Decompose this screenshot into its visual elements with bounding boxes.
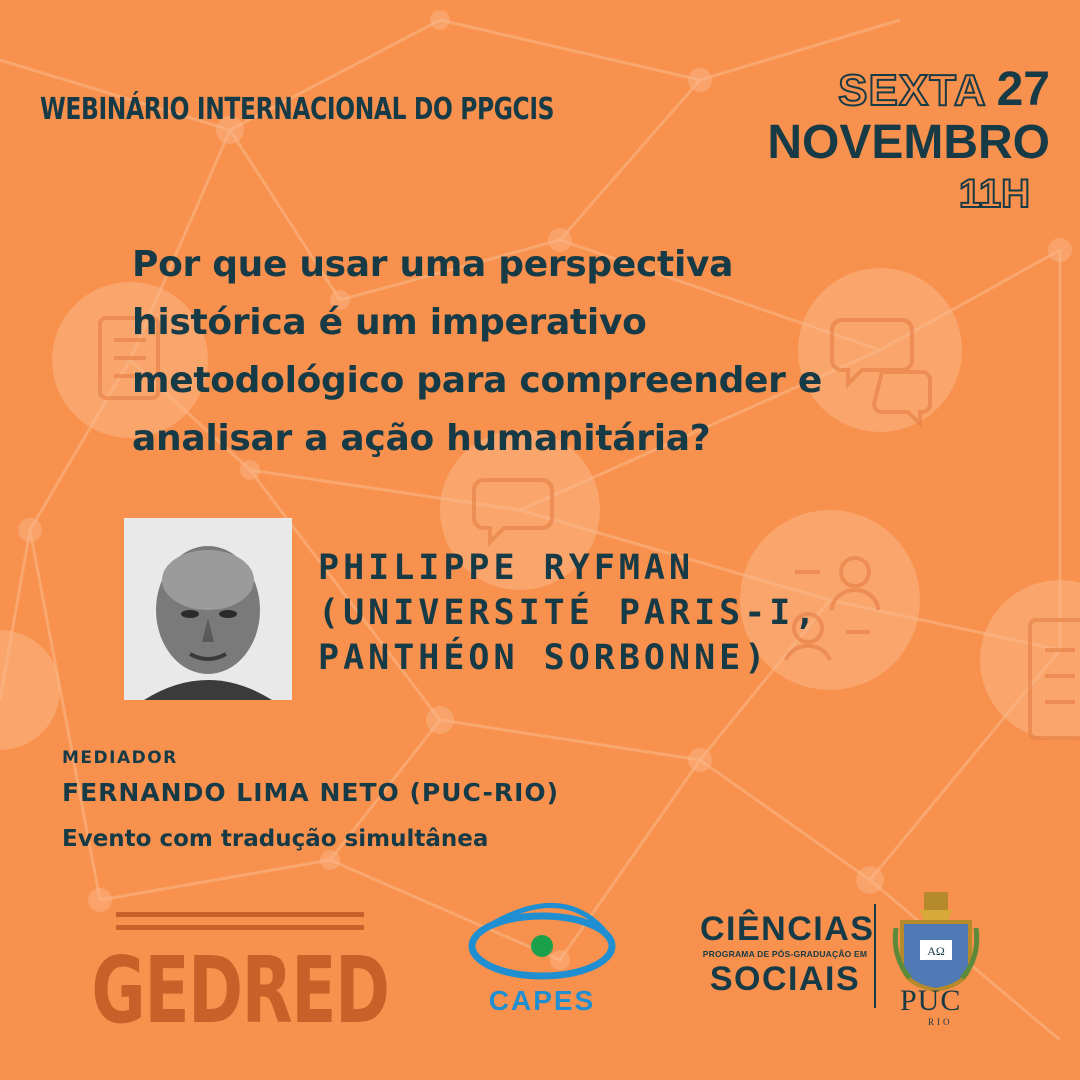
event-label: WEBINÁRIO INTERNACIONAL DO PPGCIS [40, 92, 555, 127]
ciencias-subtitle: PROGRAMA DE PÓS-GRADUAÇÃO EM [702, 949, 868, 959]
gedred-text: GEDRED [91, 937, 389, 1044]
speaker-portrait [124, 518, 292, 700]
date-block [767, 62, 1050, 219]
puc-rio-text: RIO [928, 1017, 953, 1027]
speaker-affiliation: PANTHÉON SORBONNE) [318, 638, 770, 678]
headline-line: analisar a ação humanitária? [132, 418, 711, 459]
speaker-photo [124, 518, 292, 700]
speaker-info [318, 546, 819, 681]
speaker-affiliation: (UNIVERSITÉ PARIS-I, [318, 593, 820, 633]
date-line [767, 62, 1050, 117]
headline-line: Por que usar uma perspectiva [132, 244, 734, 285]
mediator-label: MEDIADOR [62, 748, 178, 768]
day: 27 [996, 63, 1050, 116]
svg-text:AΩ: AΩ [927, 944, 945, 958]
speaker-name: PHILIPPE RYFMAN [318, 548, 695, 588]
gedred-logo [91, 912, 389, 1044]
capes-logo [462, 898, 622, 1022]
headline-line: histórica é um imperativo [132, 302, 647, 343]
time: 11H [958, 172, 1030, 216]
ciencias-title: CIÊNCIAS [700, 910, 875, 948]
weekday: SEXTA [838, 66, 987, 115]
logo-divider [874, 904, 876, 1008]
ciencias-sociais-logo [700, 910, 875, 1010]
capes-text: CAPES [488, 985, 596, 1016]
month: NOVEMBRO [767, 116, 1050, 169]
headline-line: metodológico para compreender e [132, 360, 822, 401]
puc-text: PUC [900, 984, 962, 1017]
headline [132, 236, 982, 468]
translation-note: Evento com tradução simultânea [62, 826, 489, 852]
mediator-name: FERNANDO LIMA NETO (PUC-RIO) [62, 778, 560, 807]
sociais-title: SOCIAIS [709, 960, 861, 998]
